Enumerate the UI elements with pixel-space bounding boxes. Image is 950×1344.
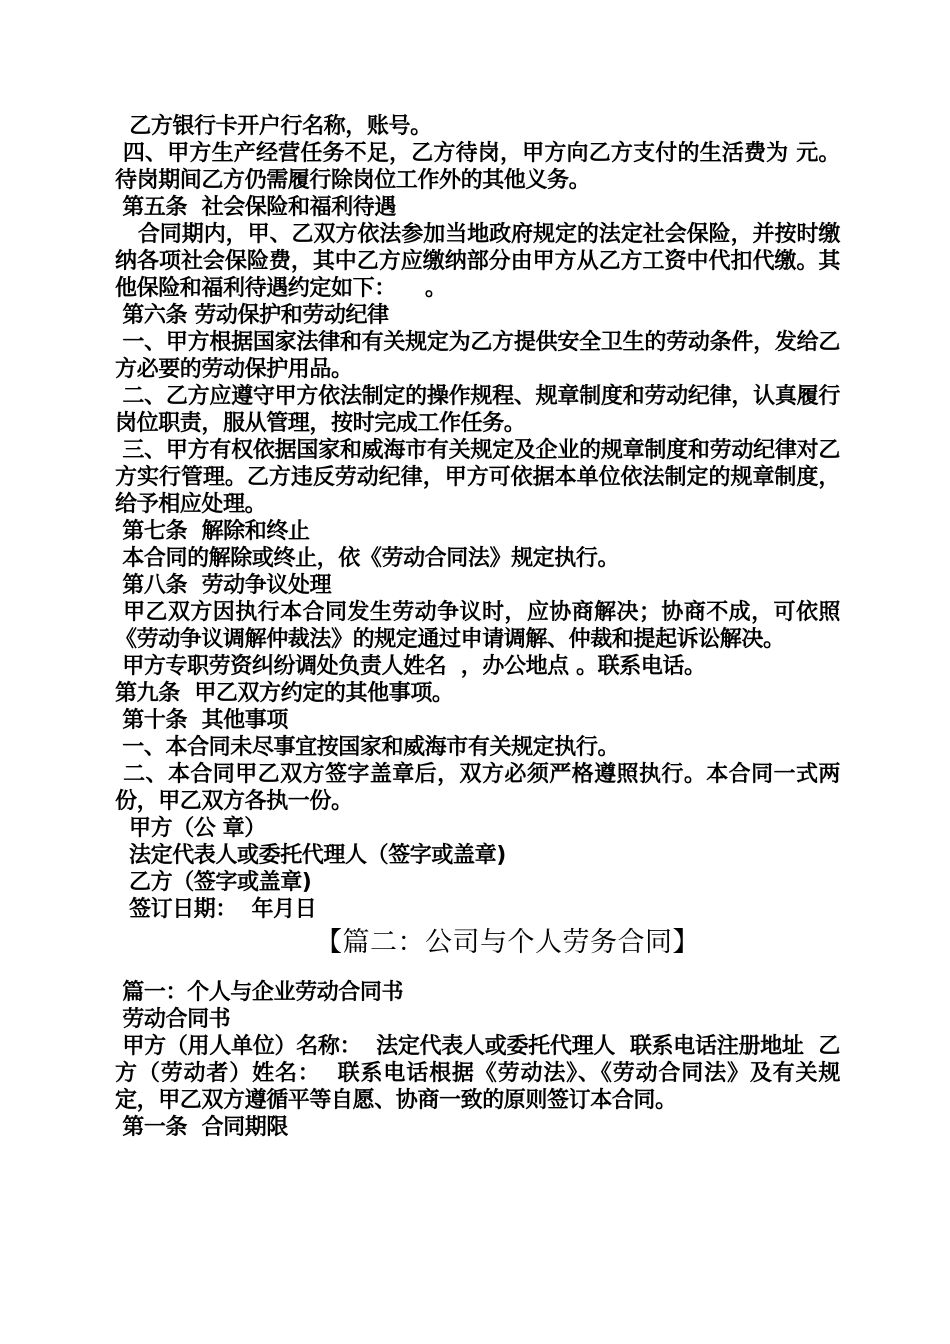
clause-paragraph: 三、甲方有权依据国家和威海市有关规定及企业的规章制度和劳动纪律对乙方实行管理。乙方违反劳动纪律，甲方可依据本单位依法制定的规章制度，给予相应处理。	[115, 438, 840, 517]
article-heading: 第六条 劳动保护和劳动纪律	[115, 303, 389, 328]
section-heading: 【篇二：公司与个人劳务合同】	[315, 927, 700, 958]
article-heading: 第七条 解除和终止	[115, 519, 310, 544]
clause-paragraph: 甲方专职劳资纠纷调处负责人姓名 ，办公地点 。联系电话。	[115, 654, 706, 679]
signature-line: 甲方（公 章）	[129, 816, 266, 841]
article-heading: 第五条 社会保险和福利待遇	[115, 195, 396, 220]
article-heading: 第九条 甲乙双方约定的其他事项。	[115, 681, 454, 706]
clause-paragraph: 二、乙方应遵守甲方依法制定的操作规程、规章制度和劳动纪律，认真履行岗位职责，服从管理，按时完成工作任务。	[115, 384, 840, 436]
article-heading: 第一条 合同期限	[115, 1115, 288, 1140]
signature-line: 法定代表人或委托代理人（签字或盖章)	[129, 843, 506, 868]
signature-line: 乙方（签字或盖章)	[129, 870, 312, 895]
document-title: 劳动合同书	[115, 1007, 231, 1032]
clause-paragraph: 合同期内，甲、乙双方依法参加当地政府规定的法定社会保险，并按时缴纳各项社会保险费，其中乙方应缴纳部分由甲方从乙方工资中代扣代缴。其他保险和福利待遇约定如下： 。	[115, 222, 841, 301]
article-heading: 第十条 其他事项	[115, 708, 288, 733]
clause-paragraph: 四、甲方生产经营任务不足，乙方待岗，甲方向乙方支付的生活费为 元。待岗期间乙方仍需履行除岗位工作外的其他义务。	[115, 141, 840, 193]
document-title: 篇一：个人与企业劳动合同书	[115, 980, 404, 1005]
clause-paragraph: 一、本合同未尽事宜按国家和威海市有关规定执行。	[115, 735, 620, 760]
clause-paragraph: 本合同的解除或终止，依《劳动合同法》规定执行。	[115, 546, 620, 571]
clause-paragraph: 二、本合同甲乙双方签字盖章后，双方必须严格遵照执行。本合同一式两份，甲乙双方各执一份。	[115, 762, 840, 814]
document-page	[115, 113, 840, 1141]
article-heading: 第八条 劳动争议处理	[115, 573, 332, 598]
clause-paragraph: 一、甲方根据国家法律和有关规定为乙方提供安全卫生的劳动条件，发给乙方必要的劳动保护用品。	[115, 330, 840, 382]
signature-date-line: 签订日期： 年月日	[129, 897, 317, 922]
bank-account-line: 乙方银行卡开户行名称，账号。	[122, 114, 432, 139]
clause-paragraph: 甲方（用人单位）名称： 法定代表人或委托代理人 联系电话注册地址 乙方（劳动者）姓名： 联系电话根据《劳动法》、《劳动合同法》及有关规定，甲乙双方遵循平等自愿、协商一致的原则签订本合同。	[115, 1034, 840, 1113]
clause-paragraph: 甲乙双方因执行本合同发生劳动争议时，应协商解决；协商不成，可依照《劳动争议调解仲裁法》的规定通过申请调解、仲裁和提起诉讼解决。	[115, 600, 840, 652]
